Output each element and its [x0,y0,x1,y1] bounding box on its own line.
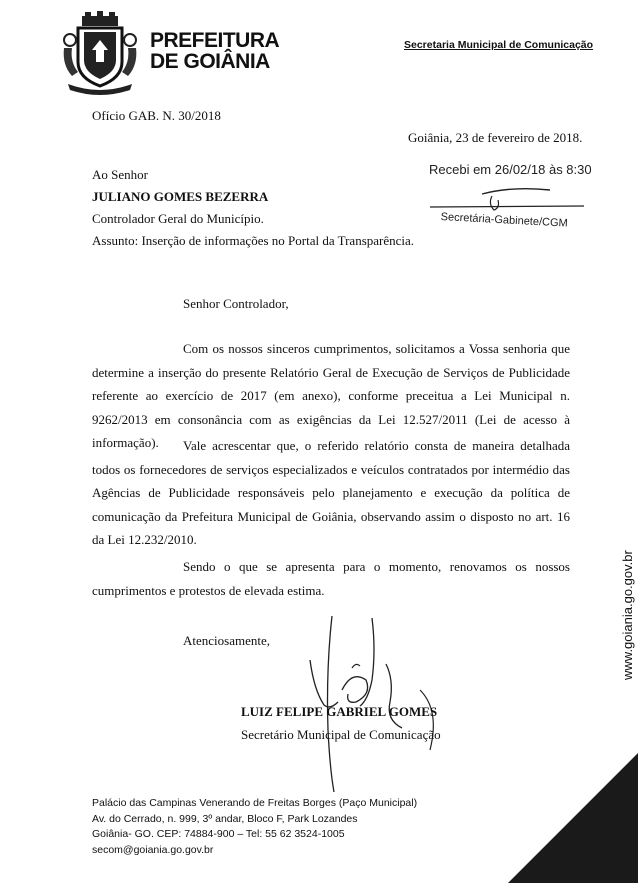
recipient-greeting: Ao Senhor [92,167,148,182]
city-coat-of-arms-icon [58,10,142,96]
footer-address [92,796,417,858]
body-paragraph: Vale acrescentar que, o referido relatório consta de maneira detalhada todos os fornecedores de serviços especializados e veículos contratados por intermédio das Agências de Publicidade responsáveis pelo planejamento e execução da política de comunicação da Prefeitura Municipal de Goiânia, observando assim o disposto no art. 16 da Lei 12.232/2010. [92,438,570,547]
salutation: Senhor Controlador, [183,296,289,311]
secretaria-header: Secretaria Municipal de Comunicação [404,39,594,51]
received-stamp-department: Secretária-Gabinete/CGM [440,211,568,230]
letter-date: Goiânia, 23 de fevereiro de 2018. [408,130,583,145]
footer-line: Palácio das Campinas Venerando de Freitas Borges (Paço Municipal) [92,797,418,809]
recipient-name: JULIANO GOMES BEZERRA [92,189,269,204]
brand-line-2: DE GOIÂNIA [150,50,270,73]
received-stamp-text: Recebi em 26/02/18 às 8:30 [429,162,592,177]
footer-line: Goiânia- GO. CEP: 74884-900 – Tel: 55 62 3524-1005 [92,828,345,840]
letter-subject: Assunto: Inserção de informações no Portal da Transparência. [92,233,415,248]
corner-triangle-decoration [508,753,638,883]
website-url: www.goiania.go.gov.br [620,550,635,680]
signer-title: Secretário Municipal de Comunicação [241,727,441,742]
brand-line-1: PREFEITURA [150,29,280,52]
closing: Atenciosamente, [183,633,270,648]
brand-name [150,30,279,72]
signer-name: LUIZ FELIPE GABRIEL GOMES [241,704,438,719]
body-paragraph: Com os nossos sinceros cumprimentos, solicitamos a Vossa senhoria que determine a inserção do presente Relatório Geral de Execução de Serviços de Publicidade referente ao exercício de 2017 (em anexo), conforme preceitua a Lei Municipal n. 9262/2013 em consonância com as exigências da Lei 12.527/2011 (Lei de acesso à informação). [92,341,570,450]
letter-reference: Ofício GAB. N. 30/2018 [92,108,221,123]
footer-email: secom@goiania.go.gov.br [92,843,214,856]
footer-line: Av. do Cerrado, n. 999, 3º andar, Bloco F, Park Lozandes [92,812,358,825]
body-paragraph: Sendo o que se apresenta para o momento, renovamos os nossos cumprimentos e protestos de elevada estima. [92,559,570,598]
recipient-title: Controlador Geral do Município. [92,211,264,226]
handwritten-signature [290,610,450,795]
recipient-block [92,164,414,252]
